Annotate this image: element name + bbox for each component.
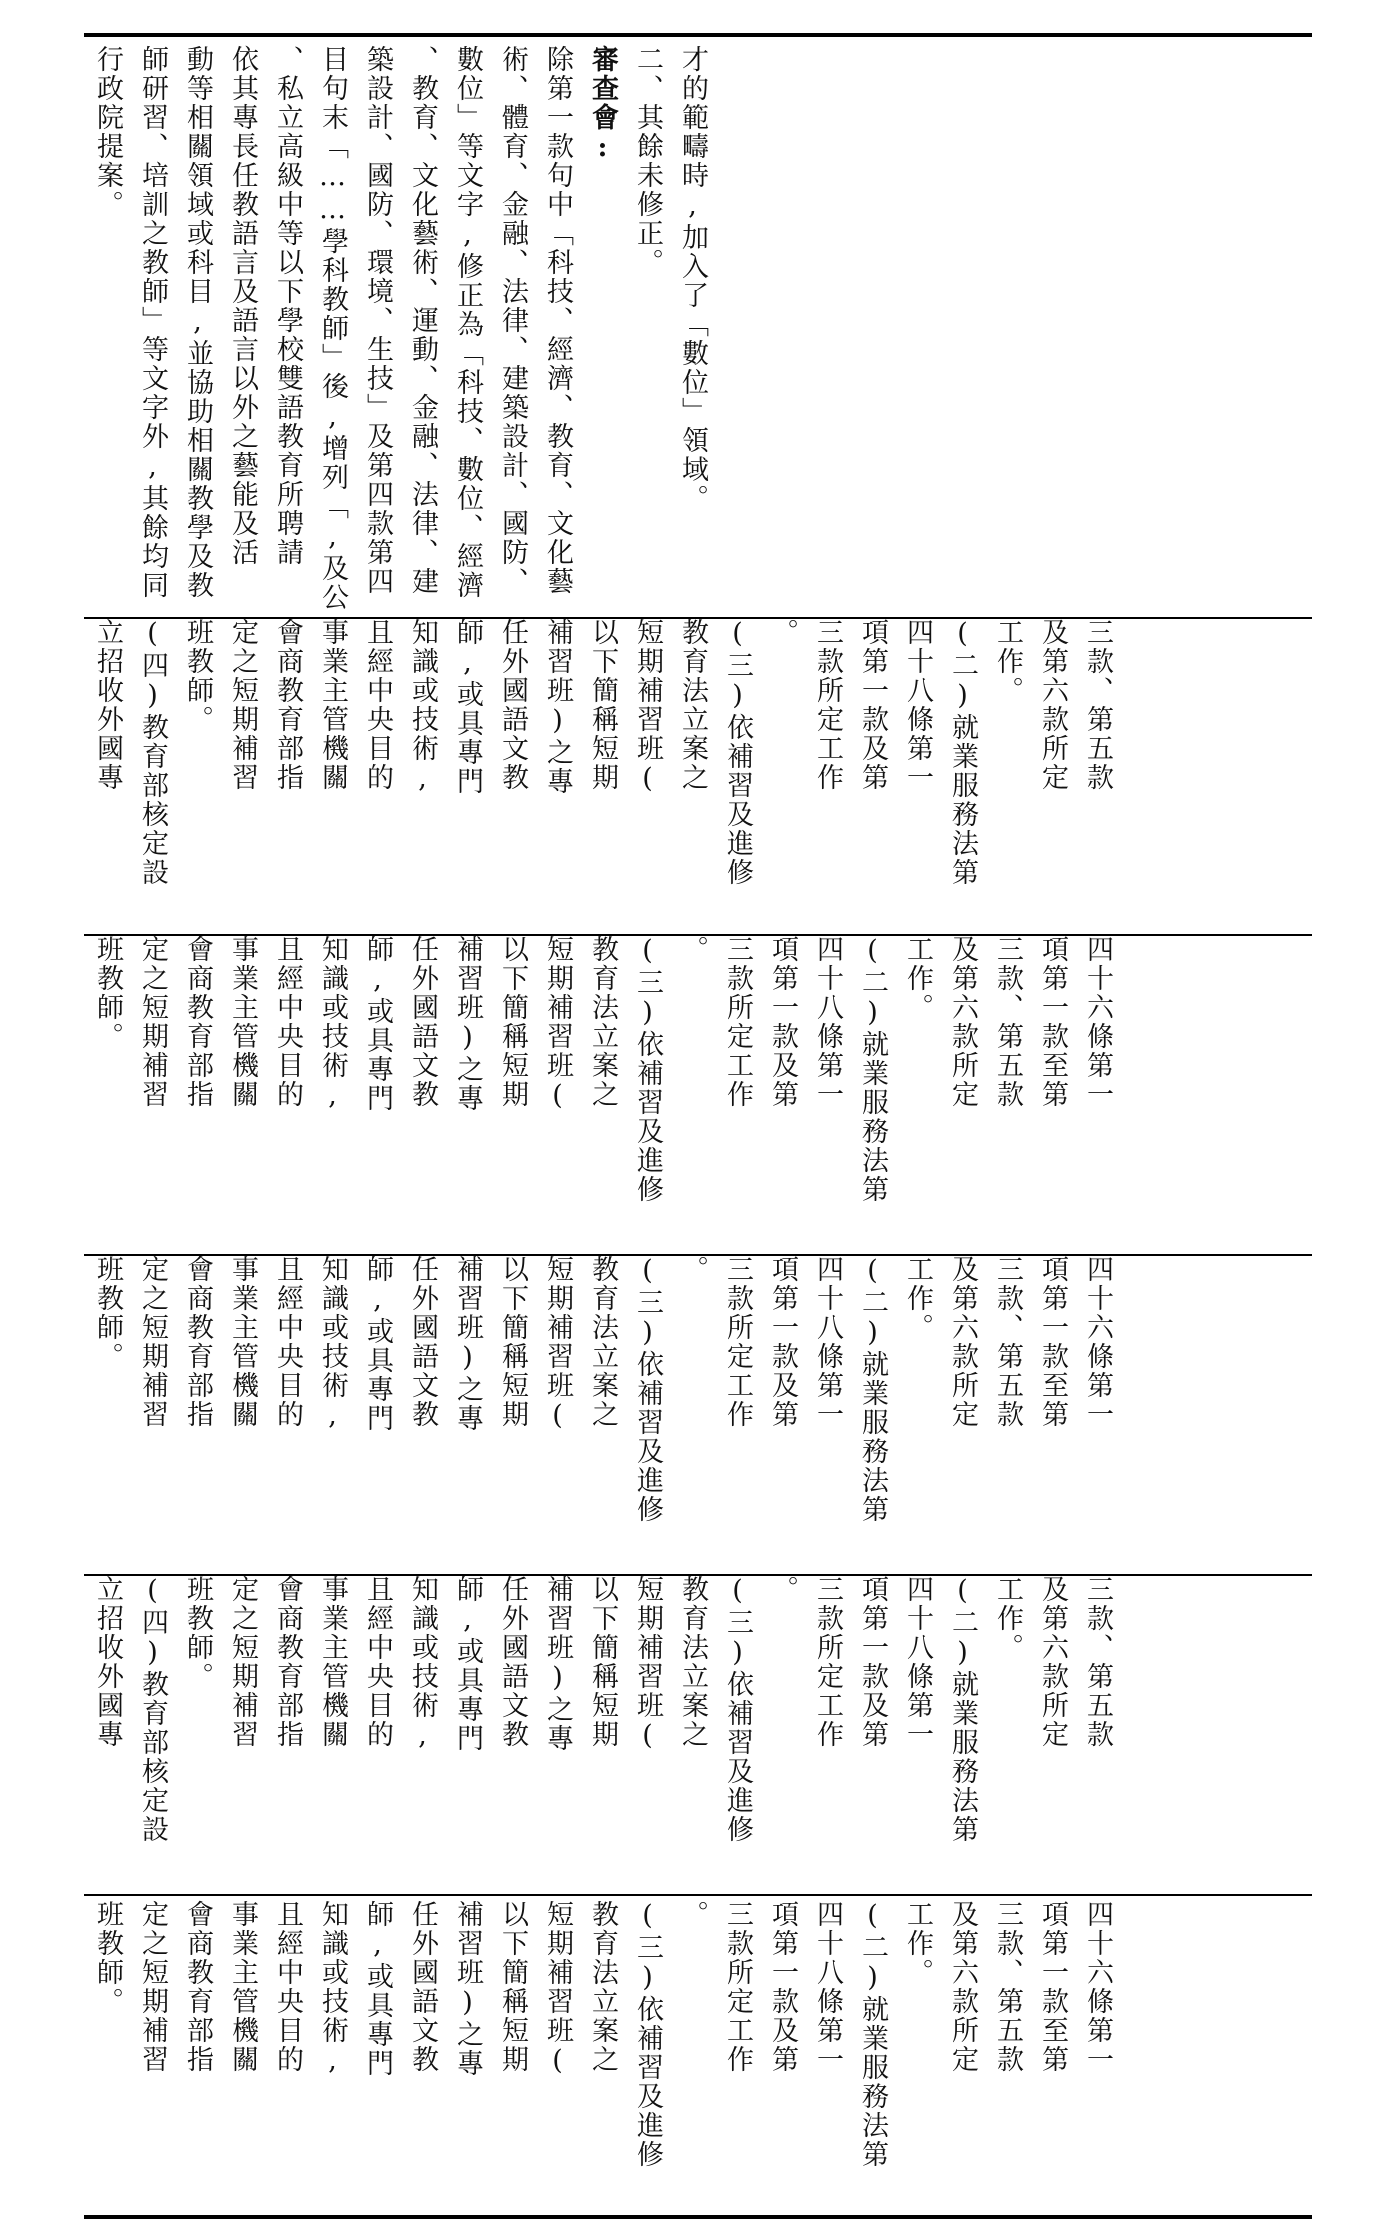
text-line: 築設計、國防、環境、生技」及第四款第四 xyxy=(362,45,393,596)
text-line: 任外國語文教 xyxy=(407,935,438,1109)
text-line: 定之短期補習 xyxy=(137,935,168,1109)
text-line: 三款、第五款 xyxy=(992,1255,1023,1429)
text-line: 補習班)之專 xyxy=(542,1575,573,1753)
text-line: 項第一款至第 xyxy=(1037,1900,1068,2074)
text-line: 以下簡稱短期 xyxy=(587,1575,618,1749)
column-6-text xyxy=(85,45,715,615)
text-line: 四十六條第一 xyxy=(1082,935,1113,1109)
text-line: 補習班)之專 xyxy=(452,1255,483,1433)
text-line: 班教師。 xyxy=(182,1575,213,1691)
text-line: 知識或技術, xyxy=(317,1900,348,2078)
text-line: 教育法立案之 xyxy=(677,618,708,792)
text-line: 定之短期補習 xyxy=(227,618,258,792)
column-3-text xyxy=(85,1255,1120,1575)
text-line: 教育法立案之 xyxy=(587,1900,618,2074)
text-line: (二)就業服務法第 xyxy=(857,935,888,1204)
text-line: 、教育、文化藝術、運動、金融、法律、建 xyxy=(407,45,438,596)
text-line: 才的範疇時,加入了「數位」領域。 xyxy=(677,45,708,513)
text-line: 項第一款及第 xyxy=(767,1900,798,2074)
text-line: 師研習、培訓之教師」等文字外,其餘均同 xyxy=(137,45,168,600)
text-line: 以下簡稱短期 xyxy=(497,935,528,1109)
text-line: 短期補習班( xyxy=(542,1255,573,1433)
text-line: 及第六款所定 xyxy=(1037,1575,1068,1749)
text-line: 三款、第五款 xyxy=(1082,1575,1113,1749)
text-line: 項第一款至第 xyxy=(1037,1255,1068,1429)
text-line: 師,或具專門 xyxy=(362,1255,393,1433)
text-line: 行政院提案。 xyxy=(92,45,123,219)
text-line: (三)依補習及進修 xyxy=(632,935,663,1204)
text-line: 數位」等文字,修正為「科技、數位、經濟 xyxy=(452,45,483,600)
text-line: 且經中央目的 xyxy=(272,1255,303,1429)
text-line: 補習班)之專 xyxy=(452,935,483,1113)
text-line: 會商教育部指 xyxy=(182,1255,213,1429)
text-line: 及第六款所定 xyxy=(1037,618,1068,792)
text-line: 知識或技術, xyxy=(317,935,348,1113)
text-line: (三)依補習及進修 xyxy=(632,1900,663,2169)
text-line: (四)教育部核定設 xyxy=(137,618,168,887)
text-line: 除第一款句中「科技、經濟、教育、文化藝 xyxy=(542,45,573,596)
text-line: 教育法立案之 xyxy=(677,1575,708,1749)
text-line: 及第六款所定 xyxy=(947,1255,978,1429)
text-line: 三款所定工作 xyxy=(812,618,843,792)
text-line: 立招收外國專 xyxy=(92,618,123,792)
text-line: 。 xyxy=(767,618,798,647)
column-5-text xyxy=(85,618,1120,935)
text-line: 事業主管機關 xyxy=(227,935,258,1109)
text-line: (四)教育部核定設 xyxy=(137,1575,168,1844)
text-line: 三款、第五款 xyxy=(1082,618,1113,792)
text-line: 且經中央目的 xyxy=(272,1900,303,2074)
text-line: 事業主管機關 xyxy=(227,1255,258,1429)
text-line: 班教師。 xyxy=(92,935,123,1051)
text-line: 以下簡稱短期 xyxy=(587,618,618,792)
text-line: 審查會: xyxy=(587,45,618,165)
text-line: 工作。 xyxy=(992,618,1023,705)
text-line: 。 xyxy=(677,1255,708,1284)
text-line: 、私立高級中等以下學校雙語教育所聘請 xyxy=(272,45,303,567)
text-line: (三)依補習及進修 xyxy=(632,1255,663,1524)
text-line: 補習班)之專 xyxy=(452,1900,483,2078)
text-line: 。 xyxy=(677,1900,708,1929)
text-line: 四十六條第一 xyxy=(1082,1900,1113,2074)
text-line: (二)就業服務法第 xyxy=(947,1575,978,1844)
text-line: 項第一款至第 xyxy=(1037,935,1068,1109)
text-line: (二)就業服務法第 xyxy=(857,1900,888,2169)
text-line: 四十六條第一 xyxy=(1082,1255,1113,1429)
text-line: 以下簡稱短期 xyxy=(497,1255,528,1429)
text-line: 師,或具專門 xyxy=(452,1575,483,1753)
text-line: 。 xyxy=(767,1575,798,1604)
text-line: 事業主管機關 xyxy=(317,1575,348,1749)
column-4-text xyxy=(85,935,1120,1255)
text-line: 項第一款及第 xyxy=(767,1255,798,1429)
text-line: 且經中央目的 xyxy=(362,618,393,792)
text-line: 目句末「……學科教師」後,增列「,及公 xyxy=(317,45,348,612)
text-line: 知識或技術, xyxy=(317,1255,348,1433)
text-line: 會商教育部指 xyxy=(272,618,303,792)
text-line: 任外國語文教 xyxy=(407,1255,438,1429)
text-line: 定之短期補習 xyxy=(137,1900,168,2074)
text-line: 師,或具專門 xyxy=(362,935,393,1113)
bottom-rule xyxy=(84,2215,1312,2219)
text-line: 三款、第五款 xyxy=(992,935,1023,1109)
text-line: 立招收外國專 xyxy=(92,1575,123,1749)
text-line: (二)就業服務法第 xyxy=(857,1255,888,1524)
column-1-text xyxy=(85,1900,1120,2200)
text-line: 事業主管機關 xyxy=(317,618,348,792)
text-line: 術、體育、金融、法律、建築設計、國防、 xyxy=(497,45,528,596)
text-line: 短期補習班( xyxy=(632,618,663,796)
text-line: 四十八條第一 xyxy=(902,1575,933,1749)
text-line: 四十八條第一 xyxy=(812,1900,843,2074)
text-line: 事業主管機關 xyxy=(227,1900,258,2074)
text-line: 二、其餘未修正。 xyxy=(632,45,663,277)
text-line: 班教師。 xyxy=(182,618,213,734)
text-line: 會商教育部指 xyxy=(182,1900,213,2074)
text-line: 教育法立案之 xyxy=(587,1255,618,1429)
top-rule xyxy=(84,33,1312,37)
text-line: 項第一款及第 xyxy=(857,1575,888,1749)
text-line: 三款所定工作 xyxy=(722,935,753,1109)
text-line: 三款、第五款 xyxy=(992,1900,1023,2074)
text-line: 定之短期補習 xyxy=(137,1255,168,1429)
text-line: 及第六款所定 xyxy=(947,1900,978,2074)
text-line: 知識或技術, xyxy=(407,1575,438,1753)
text-line: 班教師。 xyxy=(92,1900,123,2016)
text-line: 師,或具專門 xyxy=(362,1900,393,2078)
text-line: 四十八條第一 xyxy=(902,618,933,792)
text-line: 工作。 xyxy=(902,1255,933,1342)
text-line: 教育法立案之 xyxy=(587,935,618,1109)
text-line: (三)依補習及進修 xyxy=(722,618,753,887)
text-line: 三款所定工作 xyxy=(812,1575,843,1749)
text-line: 知識或技術, xyxy=(407,618,438,796)
text-line: 且經中央目的 xyxy=(362,1575,393,1749)
text-line: 任外國語文教 xyxy=(497,618,528,792)
text-line: 會商教育部指 xyxy=(272,1575,303,1749)
column-2-text xyxy=(85,1575,1120,1900)
text-line: 動等相關領域或科目,並協助相關教學及教 xyxy=(182,45,213,600)
text-line: 班教師。 xyxy=(92,1255,123,1371)
text-line: 工作。 xyxy=(992,1575,1023,1662)
text-line: 三款所定工作 xyxy=(722,1900,753,2074)
text-line: 且經中央目的 xyxy=(272,935,303,1109)
text-line: 項第一款及第 xyxy=(857,618,888,792)
text-line: 項第一款及第 xyxy=(767,935,798,1109)
text-line: 四十八條第一 xyxy=(812,1255,843,1429)
text-line: 補習班)之專 xyxy=(542,618,573,796)
text-line: 會商教育部指 xyxy=(182,935,213,1109)
text-line: 任外國語文教 xyxy=(407,1900,438,2074)
text-line: 依其專長任教語言及語言以外之藝能及活 xyxy=(227,45,258,567)
text-line: 工作。 xyxy=(902,1900,933,1987)
text-line: 三款所定工作 xyxy=(722,1255,753,1429)
text-line: 四十八條第一 xyxy=(812,935,843,1109)
text-line: 及第六款所定 xyxy=(947,935,978,1109)
text-line: 短期補習班( xyxy=(632,1575,663,1753)
text-line: (二)就業服務法第 xyxy=(947,618,978,887)
text-line: 工作。 xyxy=(902,935,933,1022)
text-line: (三)依補習及進修 xyxy=(722,1575,753,1844)
text-line: 以下簡稱短期 xyxy=(497,1900,528,2074)
text-line: 定之短期補習 xyxy=(227,1575,258,1749)
text-line: 師,或具專門 xyxy=(452,618,483,796)
text-line: 短期補習班( xyxy=(542,1900,573,2078)
text-line: 任外國語文教 xyxy=(497,1575,528,1749)
text-line: 。 xyxy=(677,935,708,964)
text-line: 短期補習班( xyxy=(542,935,573,1113)
